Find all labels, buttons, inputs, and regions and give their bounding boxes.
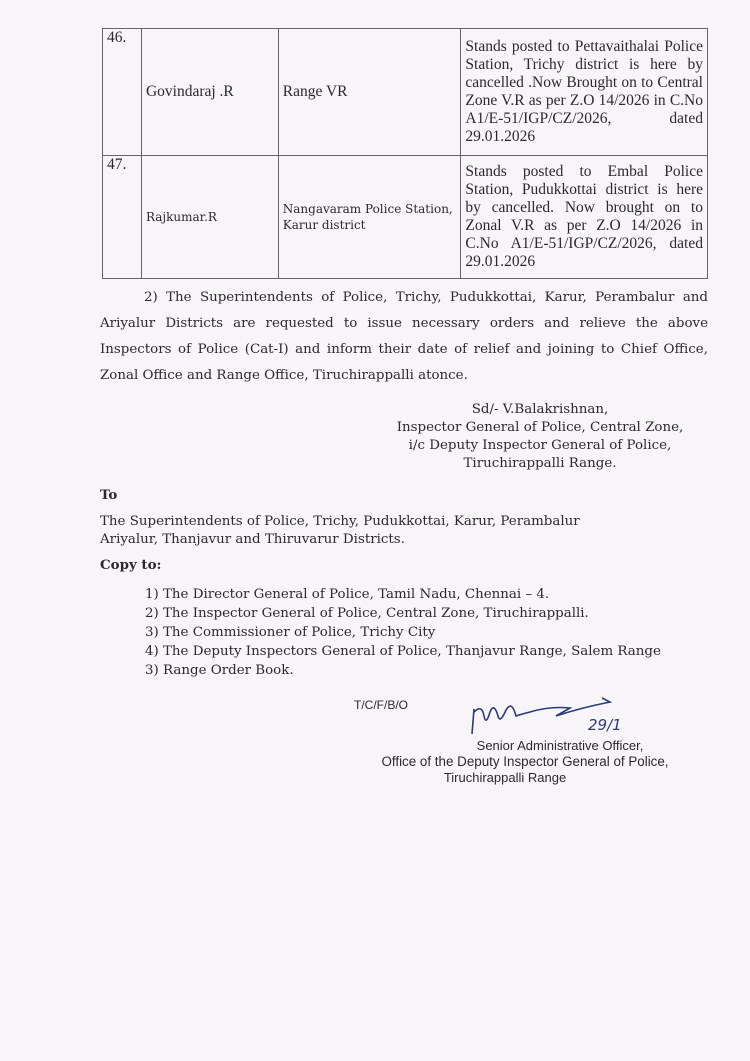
- signature-date: 29/1: [588, 716, 622, 734]
- officer-block: [360, 738, 690, 786]
- handwritten-signature-icon: [460, 694, 640, 736]
- signatory-line: i/c Deputy Inspector General of Police,: [408, 438, 672, 453]
- to-heading: To: [100, 487, 118, 503]
- officer-name: Govindaraj .R: [141, 29, 278, 156]
- posting-place: Nangavaram Police Station, Karur district: [278, 156, 461, 279]
- instruction-paragraph: 2) The Superintendents of Police, Trichy, Pudukkottai, Karur, Perambalur and Ariyalur Districts are requested to issue necessary orders and relieve the above Inspectors of Police (Cat-I) and inform their date of relief and joining to Chief Office, Zonal Office and Range Office, Tiruchirappalli atonce.: [100, 290, 708, 383]
- remarks: Stands posted to Embal Police Station, Pudukkottai district is here by cancelled. Now brought on to Zonal V.R as per Z.O 14/2026 in C.No A1/E-51/IGP/CZ/2026, dated 29.01.2026: [461, 156, 708, 279]
- row-number: 47.: [103, 156, 142, 279]
- signatory-line: Inspector General of Police, Central Zone,: [396, 420, 684, 435]
- list-item: 2) The Inspector General of Police, Central Zone, Tiruchirappalli.: [145, 606, 589, 621]
- officer-name: Rajkumar.R: [141, 156, 278, 279]
- officer-line: Office of the Deputy Inspector General of Police,: [381, 754, 669, 769]
- list-item: 3) Range Order Book.: [145, 663, 294, 678]
- table-row: [103, 29, 708, 156]
- signatory-line: Sd/- V.Balakrishnan,: [471, 402, 609, 417]
- signature-row: [100, 694, 708, 736]
- tcfbo-code: T/C/F/B/O: [354, 698, 408, 712]
- row-number: 46.: [103, 29, 142, 156]
- to-recipients: The Superintendents of Police, Trichy, Pudukkottai, Karur, Perambalur Ariyalur, Thanjavur and Thiruvarur Districts.: [100, 514, 580, 547]
- transfer-table: [102, 28, 708, 279]
- signatory-line: Tiruchirappalli Range.: [463, 456, 617, 471]
- table-row: [103, 156, 708, 279]
- list-item: 4) The Deputy Inspectors General of Police, Thanjavur Range, Salem Range: [145, 644, 661, 659]
- remarks: Stands posted to Pettavaithalai Police Station, Trichy district is here by cancelled .Now Brought on to Central Zone V.R as per Z.O 14/2026 in C.No A1/E-51/IGP/CZ/2026, dated 29.01.2026: [461, 29, 708, 156]
- list-item: 3) The Commissioner of Police, Trichy City: [145, 625, 436, 640]
- signatory-block: [370, 401, 710, 473]
- officer-line: Tiruchirappalli Range: [443, 770, 567, 785]
- officer-line: Senior Administrative Officer,: [476, 738, 644, 753]
- posting-place: Range VR: [278, 29, 461, 156]
- list-item: 1) The Director General of Police, Tamil Nadu, Chennai – 4.: [145, 587, 550, 602]
- document-body: [100, 28, 708, 786]
- copy-to-heading: Copy to:: [100, 557, 162, 573]
- copy-to-list: [145, 585, 708, 680]
